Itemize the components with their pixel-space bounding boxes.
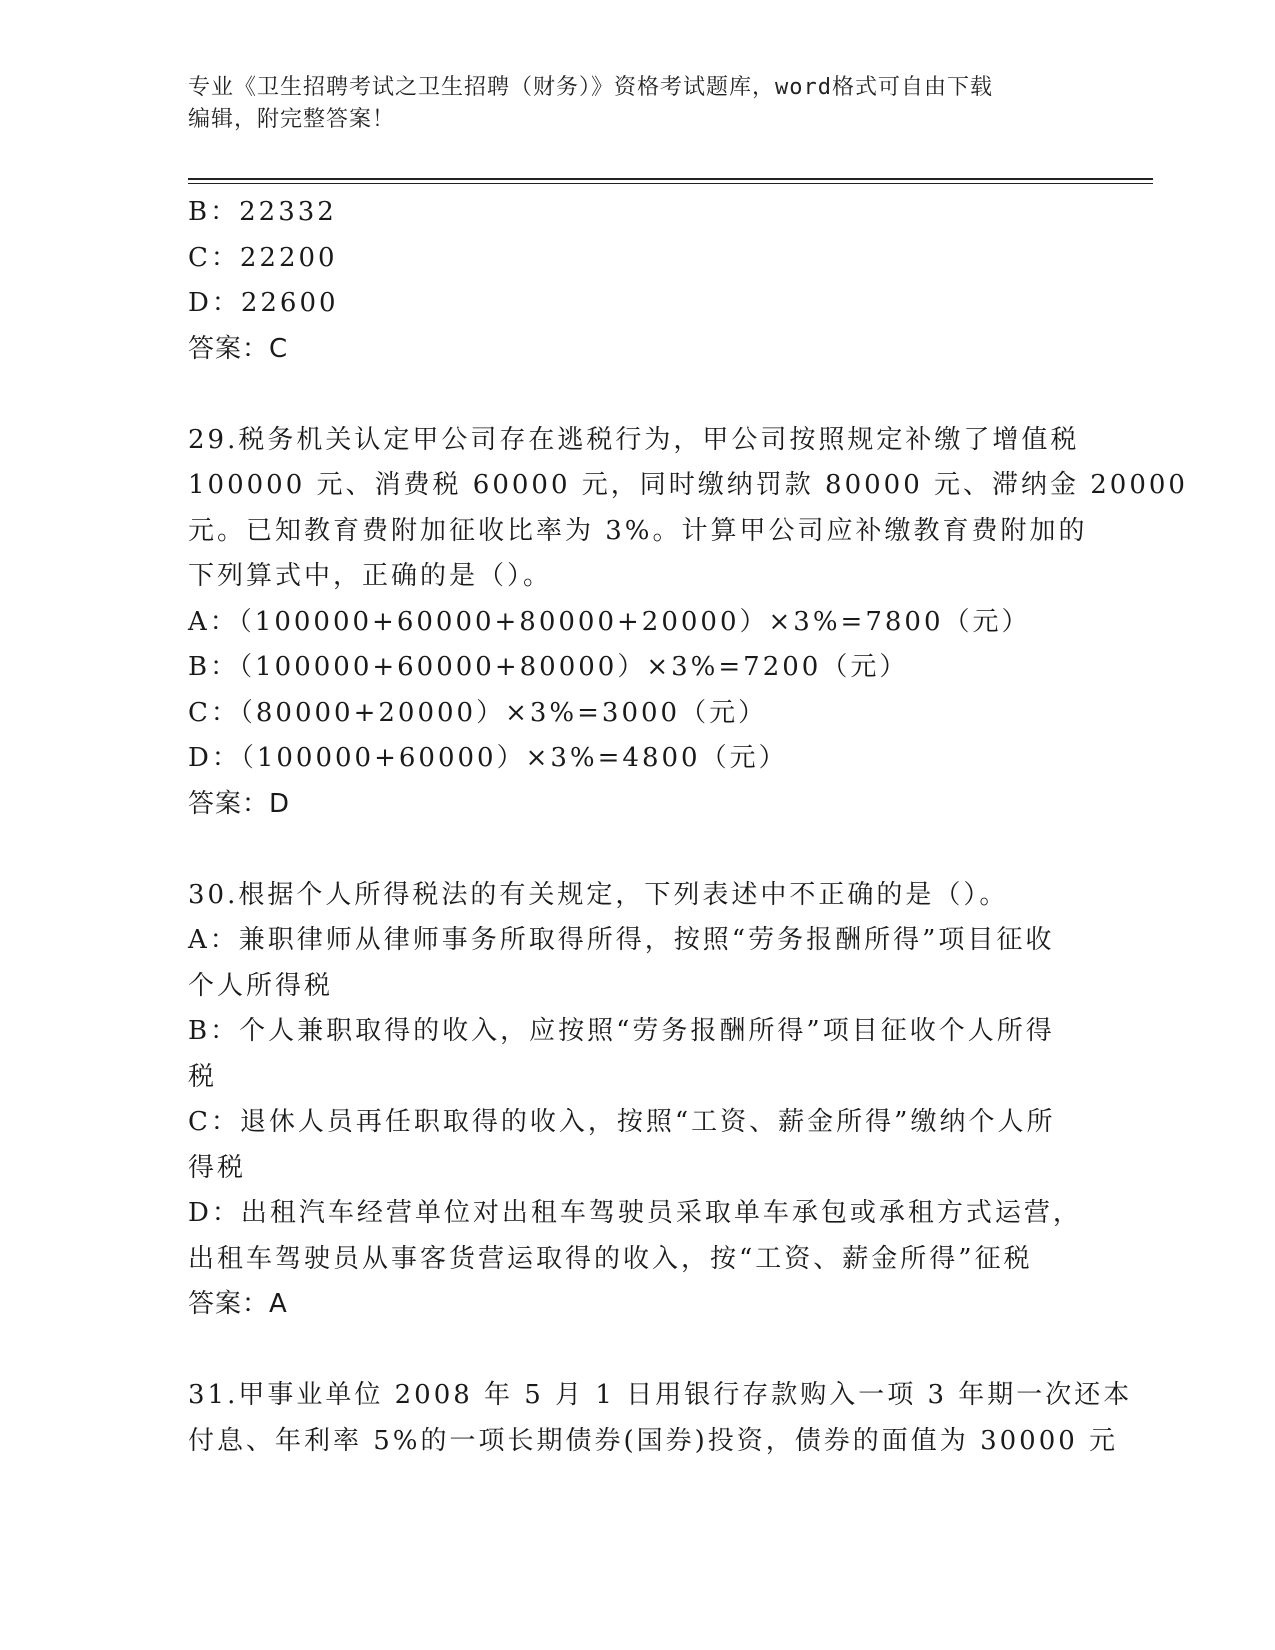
q29-stem-line-4: 下列算式中，正确的是（）。 xyxy=(188,561,553,591)
q30-option-b-line-1: B：个人兼职取得的收入，应按照“劳务报酬所得”项目征收个人所得 xyxy=(188,1016,1055,1046)
question-30 xyxy=(188,873,1082,1328)
q29-answer: 答案：D xyxy=(188,788,291,819)
spacer xyxy=(188,827,1068,873)
q28-option-b: B：22332 xyxy=(188,197,337,227)
header-divider-thick xyxy=(188,178,1153,180)
q30-option-c-line-1: C：退休人员再任职取得的收入，按照“工资、薪金所得”缴纳个人所 xyxy=(188,1107,1056,1137)
spacer xyxy=(188,372,1068,418)
q30-option-d-line-2: 出租车驾驶员从事客货营运取得的收入，按“工资、薪金所得”征税 xyxy=(188,1243,1033,1274)
q29-option-c: C：（80000+20000）×3%=3000（元） xyxy=(188,697,768,728)
q29-stem-line-3: 元。已知教育费附加征收比率为 3%。计算甲公司应补缴教育费附加的 xyxy=(188,515,1088,546)
q29-option-d: D：（100000+60000）×3%=4800（元） xyxy=(188,743,788,773)
q30-answer: 答案：A xyxy=(188,1289,288,1319)
q29-option-a: A：（100000+60000+80000+20000）×3%=7800（元） xyxy=(188,606,1031,637)
q28-option-c: C：22200 xyxy=(188,242,338,273)
q30-option-a-line-2: 个人所得税 xyxy=(188,970,334,1001)
q30-option-b-line-2: 税 xyxy=(188,1061,218,1092)
header-line-2: 编辑，附完整答案！ xyxy=(188,107,396,132)
q30-option-a-line-1: A：兼职律师从律师事务所取得所得，按照“劳务报酬所得”项目征收 xyxy=(188,925,1055,955)
q30-option-d-line-1: D：出租汽车经营单位对出租车驾驶员采取单车承包或承租方式运营， xyxy=(188,1198,1082,1228)
q28-answer: 答案：C xyxy=(188,333,289,364)
q28-option-d: D：22600 xyxy=(188,288,339,318)
q30-stem: 30.根据个人所得税法的有关规定，下列表述中不正确的是（）。 xyxy=(188,879,1009,910)
q29-stem-line-1: 29.税务机关认定甲公司存在逃税行为，甲公司按照规定补缴了增值税 xyxy=(188,424,1080,455)
spacer xyxy=(188,1328,1068,1374)
question-29 xyxy=(188,418,1188,828)
q30-option-c-line-2: 得税 xyxy=(188,1152,247,1183)
header-divider-thin xyxy=(188,183,1153,184)
question-28 xyxy=(188,190,1068,372)
q29-stem-line-2: 100000 元、消费税 60000 元，同时缴纳罚款 80000 元、滞纳金 20000 xyxy=(188,470,1188,500)
q31-stem-line-1: 31.甲事业单位 2008 年 5 月 1 日用银行存款购入一项 3 年期一次还本 xyxy=(188,1380,1133,1410)
document-header xyxy=(188,72,1068,136)
q29-option-b: B：（100000+60000+80000）×3%=7200（元） xyxy=(188,652,909,682)
question-content xyxy=(188,190,1188,1464)
q31-stem-line-2: 付息、年利率 5%的一项长期债券(国券)投资，债券的面值为 30000 元 xyxy=(188,1425,1119,1456)
header-line-1: 专业《卫生招聘考试之卫生招聘（财务）》资格考试题库，word格式可自由下载 xyxy=(188,75,993,100)
question-31 xyxy=(188,1373,1133,1464)
